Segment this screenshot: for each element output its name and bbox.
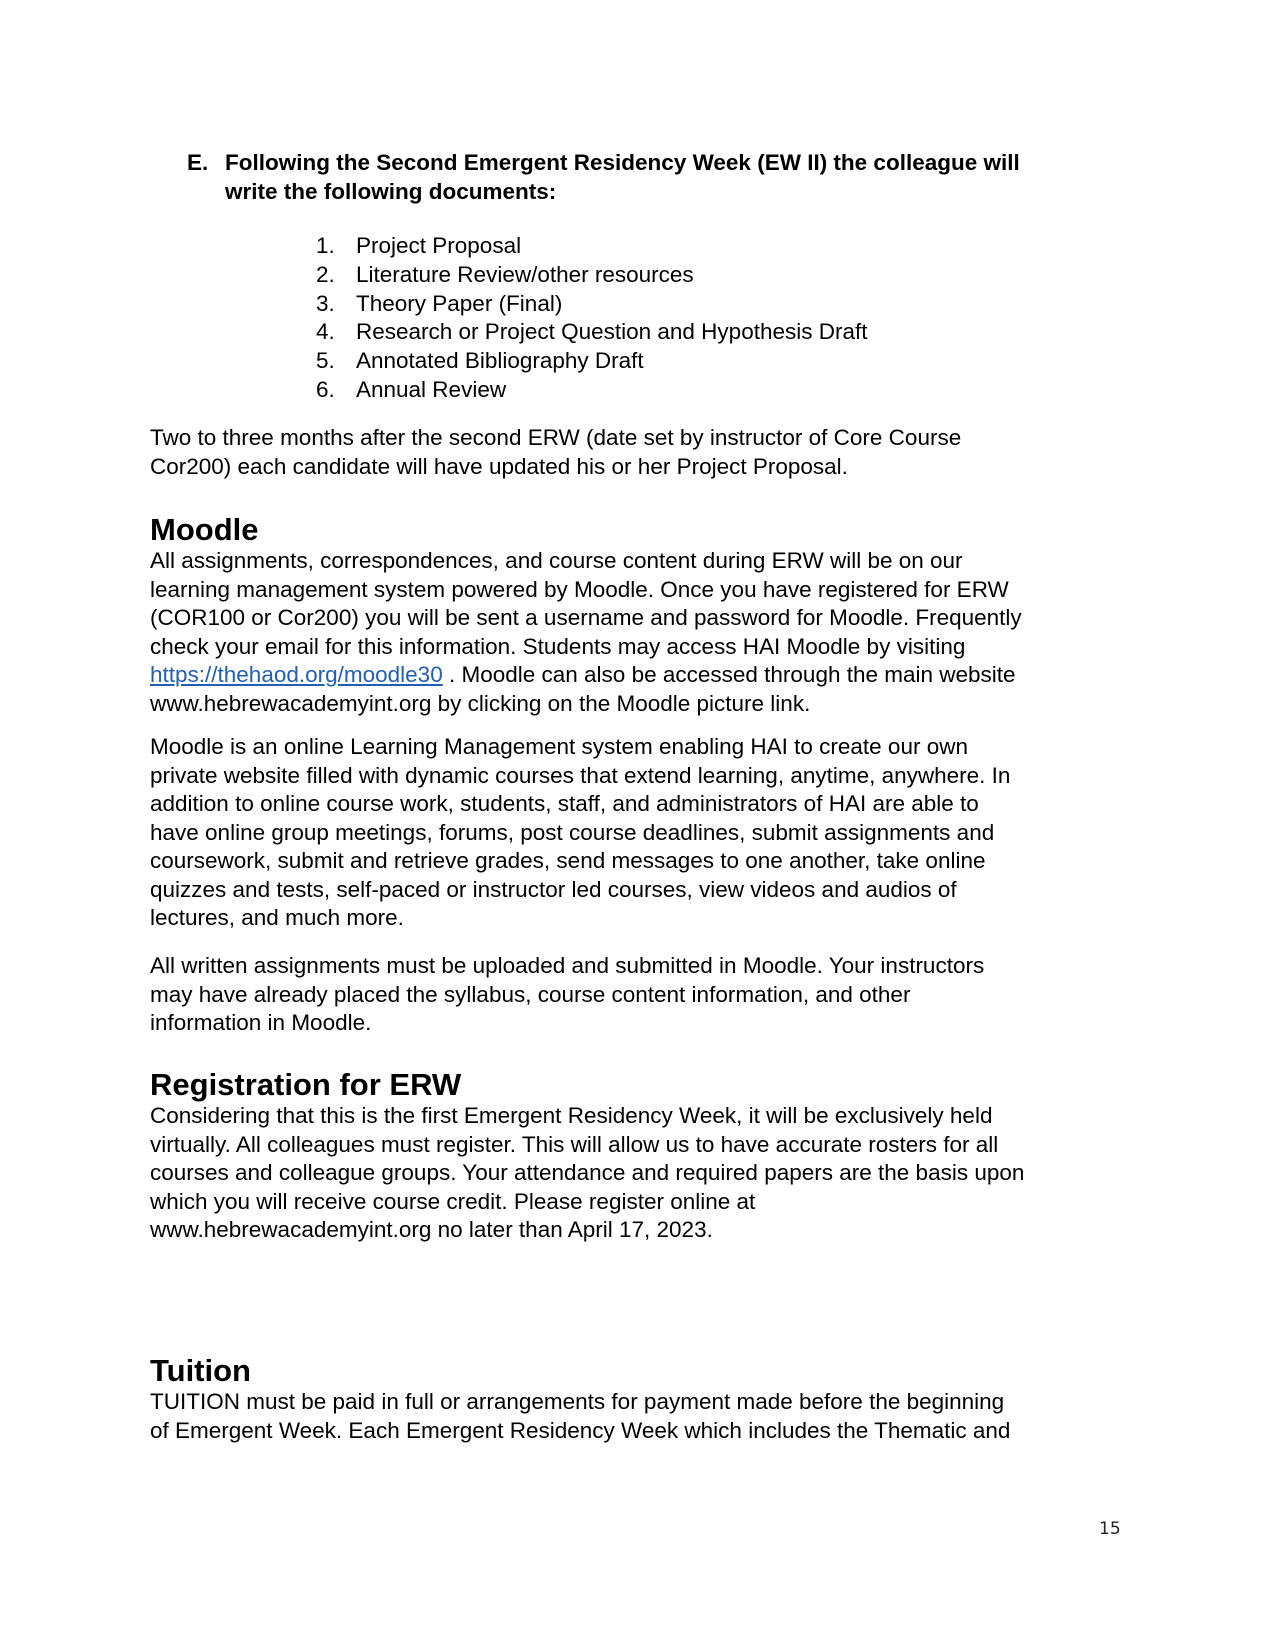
list-item [310, 290, 1070, 319]
list-item [310, 376, 1070, 405]
list-item [310, 261, 1070, 290]
paragraph-line: which you will receive course credit. Please register online at [150, 1188, 756, 1214]
list-item-label: Research or Project Question and Hypothesis Draft [356, 319, 868, 345]
tuition-paragraph [150, 1388, 1130, 1445]
paragraph-line: have online group meetings, forums, post course deadlines, submit assignments and [150, 819, 995, 845]
list-item-label: Annotated Bibliography Draft [356, 348, 644, 374]
paragraph-line [150, 661, 1130, 690]
registration-heading: Registration for ERW [150, 1067, 462, 1102]
page-number: 15 [1099, 1519, 1121, 1539]
paragraph-line: Considering that this is the first Emergent Residency Week, it will be exclusively held [150, 1103, 993, 1128]
moodle-paragraph-1 [150, 547, 1130, 718]
paragraph-line: lectures, and much more. [150, 905, 404, 930]
paragraph-line: All assignments, correspondences, and course content during ERW will be on our [150, 548, 963, 573]
moodle-paragraph-3 [150, 952, 1130, 1038]
moodle-link[interactable]: https://thehaod.org/moodle30 [150, 662, 443, 687]
list-item-number: 5. [316, 348, 335, 374]
list-item-number: 3. [316, 290, 335, 316]
list-item-label: Theory Paper (Final) [356, 290, 563, 316]
list-item-number: 1. [316, 233, 335, 258]
list-item [310, 347, 1070, 376]
paragraph-line: All written assignments must be uploaded and submitted in Moodle. Your instructors [150, 953, 985, 978]
section-e-line: write the following documents: [225, 178, 557, 204]
paragraph-line: Moodle is an online Learning Management system enabling HAI to create our own [150, 734, 968, 759]
paragraph-line: virtually. All colleagues must register. This will allow us to have accurate rosters for all [150, 1131, 999, 1157]
paragraph-line: Cor200) each candidate will have updated his or her Project Proposal. [150, 453, 848, 479]
documents-list [310, 232, 1070, 405]
list-item [310, 232, 1070, 261]
paragraph-line: of Emergent Week. Each Emergent Residency Week which includes the Thematic and [150, 1417, 1011, 1443]
moodle-paragraph-2 [150, 733, 1130, 933]
section-e-letter: E. [187, 150, 209, 175]
list-item-number: 2. [316, 261, 335, 287]
section-e-text [225, 149, 1127, 206]
paragraph-line: addition to online course work, students, staff, and administrators of HAI are able to [150, 791, 979, 816]
paragraph-line: check your email for this information. Students may access HAI Moodle by visiting [150, 633, 966, 659]
tuition-heading: Tuition [150, 1353, 251, 1388]
paragraph-line: may have already placed the syllabus, course content information, and other [150, 981, 911, 1007]
section-e-line: Following the Second Emergent Residency Week (EW II) the colleague will [225, 150, 1020, 175]
list-item-label: Project Proposal [356, 233, 522, 258]
list-item-label: Annual Review [356, 376, 507, 402]
paragraph-line: courses and colleague groups. Your attendance and required papers are the basis upon [150, 1160, 1025, 1185]
paragraph-line: learning management system powered by Moodle. Once you have registered for ERW [150, 576, 1009, 602]
list-item [310, 318, 1070, 347]
paragraph-line: TUITION must be paid in full or arrangements for payment made before the beginning [150, 1389, 1005, 1414]
list-item-label: Literature Review/other resources [356, 261, 694, 287]
update-paragraph [150, 424, 1130, 481]
moodle-heading: Moodle [150, 512, 259, 547]
list-item-number: 4. [316, 319, 335, 345]
section-e-heading [187, 149, 1127, 206]
paragraph-line: (COR100 or Cor200) you will be sent a username and password for Moodle. Frequently [150, 605, 1022, 630]
registration-paragraph [150, 1102, 1130, 1245]
paragraph-line: coursework, submit and retrieve grades, send messages to one another, take online [150, 848, 986, 873]
paragraph-line: private website filled with dynamic courses that extend learning, anytime, anywhere. In [150, 762, 1011, 788]
paragraph-line: Two to three months after the second ERW (date set by instructor of Core Course [150, 425, 962, 450]
paragraph-line: www.hebrewacademyint.org by clicking on the Moodle picture link. [150, 690, 811, 716]
paragraph-text: . Moodle can also be accessed through the main website [442, 662, 1016, 687]
paragraph-line: information in Moodle. [150, 1010, 372, 1035]
paragraph-line: www.hebrewacademyint.org no later than April 17, 2023. [150, 1217, 713, 1242]
list-item-number: 6. [316, 376, 335, 402]
paragraph-line: quizzes and tests, self-paced or instructor led courses, view videos and audios of [150, 876, 957, 902]
